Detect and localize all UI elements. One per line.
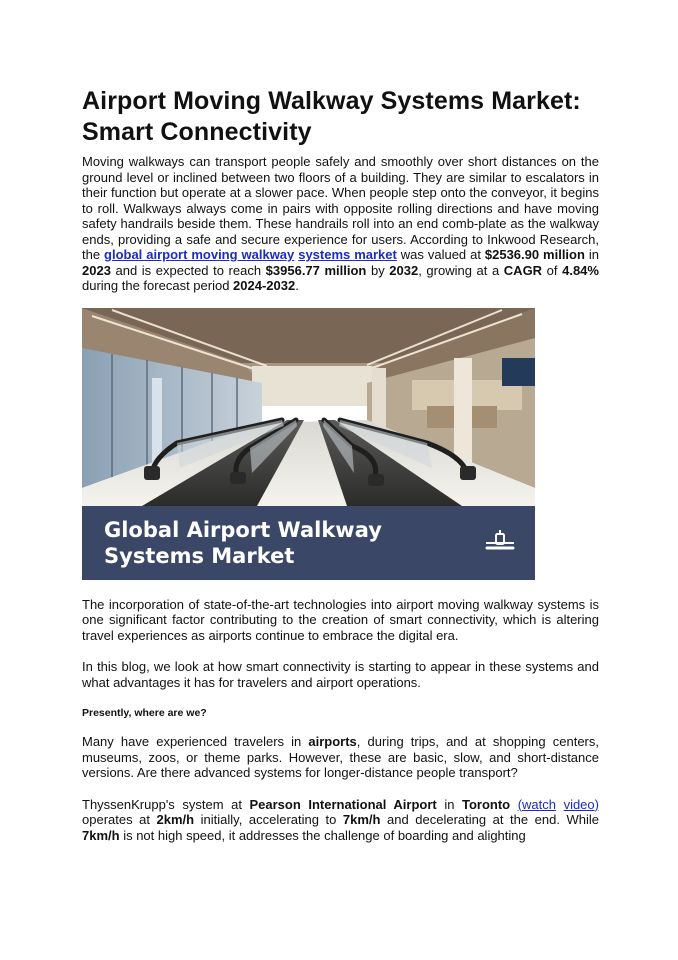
banner-title bbox=[104, 517, 382, 569]
cagr-label: CAGR bbox=[503, 262, 543, 278]
city-name: Toronto bbox=[462, 796, 511, 812]
hero-image bbox=[82, 308, 535, 580]
thyssenkrupp-text-3 bbox=[510, 797, 518, 812]
airport-name: Pearson International Airport bbox=[249, 796, 437, 812]
intro-text-7: of bbox=[542, 262, 563, 278]
thyssenkrupp-text-6: initially, accelerating to bbox=[194, 812, 343, 827]
article bbox=[82, 86, 599, 843]
thyssenkrupp-text-1: ThyssenKrupp's system at bbox=[82, 796, 250, 812]
intro-text-5: by bbox=[366, 262, 390, 278]
experience-text-2: , during trips, and at shopping centers, museums, zoos, or theme parks. However, these are basic, slow, and short-distance versions. Are there advanced systems for longer-distance people transport? bbox=[82, 734, 599, 780]
thyssenkrupp-text-4 bbox=[556, 797, 564, 812]
market-value-2023: $2536.90 million bbox=[484, 247, 585, 262]
intro-text-8: during the forecast period bbox=[82, 278, 234, 293]
moving-walkway-logo-icon bbox=[485, 528, 515, 554]
smart-connectivity-paragraph: The incorporation of state-of-the-art technologies into airport moving walkway systems is one significant factor contributing to the creation of smart connectivity, which is altering travel experiences as airports continue to embrace the digital era. bbox=[82, 596, 599, 643]
thyssenkrupp-text-7: and decelerating at the end. While bbox=[380, 812, 600, 827]
thyssenkrupp-paragraph bbox=[82, 797, 599, 844]
target-year: 2032 bbox=[389, 262, 419, 278]
banner bbox=[82, 506, 535, 580]
banner-title-line-1: Global Airport Walkway bbox=[104, 517, 382, 542]
blog-intro-paragraph: In this blog, we look at how smart connectivity is starting to appear in these systems and what advantages it has for travelers and airport operations. bbox=[82, 659, 599, 690]
experience-paragraph bbox=[82, 734, 599, 781]
airports-term: airports bbox=[308, 734, 357, 749]
cagr-value: 4.84% bbox=[562, 262, 599, 278]
intro-text-2: was valued at bbox=[396, 247, 485, 262]
market-value-2032: $3956.77 million bbox=[265, 262, 367, 278]
intro-text-9: . bbox=[295, 278, 299, 293]
initial-speed: 2km/h bbox=[156, 812, 195, 827]
base-year: 2023 bbox=[82, 262, 111, 278]
section-heading: Presently, where are we? bbox=[82, 707, 207, 719]
banner-title-line-2: Systems Market bbox=[104, 543, 295, 568]
max-speed: 7km/h bbox=[342, 812, 381, 827]
video-link[interactable]: video) bbox=[563, 796, 599, 812]
thyssenkrupp-text-5: operates at bbox=[82, 812, 157, 827]
forecast-period: 2024-2032 bbox=[233, 278, 296, 293]
intro-paragraph bbox=[82, 154, 599, 294]
systems-market-link[interactable]: systems market bbox=[298, 247, 397, 262]
intro-text-6: , growing at a bbox=[418, 262, 504, 278]
thyssenkrupp-text-8: is not high speed, it addresses the challenge of boarding and alighting bbox=[119, 827, 526, 843]
intro-text-1: Moving walkways can transport people safely and smoothly over short distances on the ground level or inclined between two floors of a building. They are similar to escalators in their function but operate at a slower pace. When people step onto the conveyor, it begins to roll. Walkways always come in pairs with opposite rolling directions and have moving safety handrails beside them. These handrails roll into an end comb-plate as the walkway ends, providing a safe and secure experience for users. According to Inkwood Research, the bbox=[82, 154, 599, 262]
intro-text-3: in bbox=[584, 247, 599, 262]
thyssenkrupp-text-2: in bbox=[436, 796, 462, 812]
page-title: Airport Moving Walkway Systems Market: Smart Connectivity bbox=[82, 87, 581, 146]
experience-text-1: Many have experienced travelers in bbox=[82, 734, 309, 749]
global-airport-moving-walkway-link[interactable]: global airport moving walkway bbox=[104, 247, 295, 262]
watch-link[interactable]: (watch bbox=[517, 796, 556, 812]
intro-text-4: and is expected to reach bbox=[110, 262, 266, 278]
max-speed-repeat: 7km/h bbox=[82, 827, 120, 843]
